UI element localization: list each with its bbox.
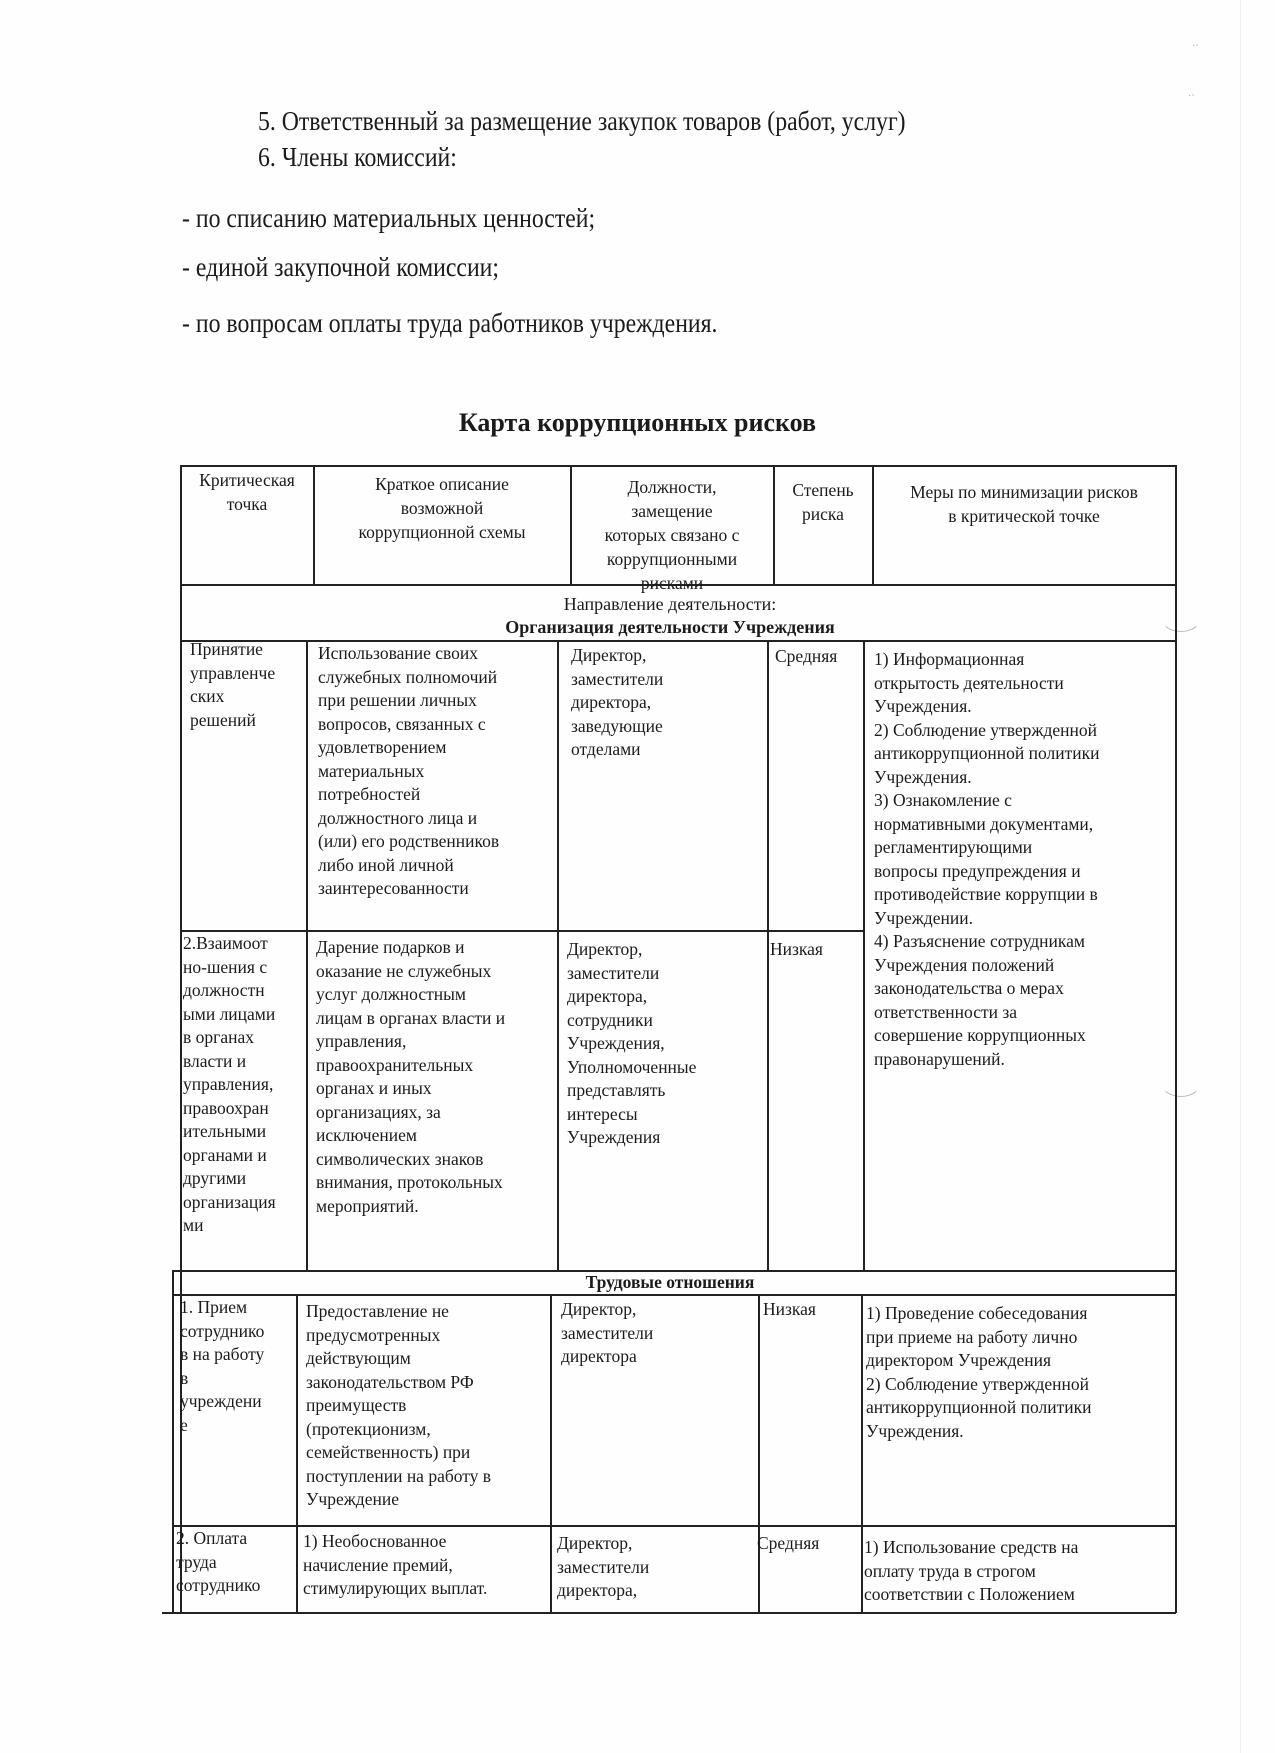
cell-text: 1) Использование средств на — [864, 1537, 1079, 1557]
section-title: Трудовые отношения — [585, 1272, 755, 1292]
shared-measures — [874, 648, 1174, 1071]
scan-mark: ˙ˋ — [1188, 94, 1195, 105]
table-border — [863, 640, 865, 1270]
cell-text: 1) Информационная — [874, 649, 1025, 669]
cell-text: правоохран — [183, 1097, 269, 1118]
row4-measures — [864, 1536, 1174, 1607]
cell-text: мероприятий. — [316, 1195, 419, 1216]
cell-text: е — [180, 1414, 188, 1435]
intro-item-6: 6. Члены комиссий: — [258, 142, 457, 172]
cell-text: оплату труда в строгом — [864, 1560, 1036, 1581]
cell-text: символических знаков — [316, 1148, 484, 1169]
cell-text: заместители — [571, 668, 664, 689]
cell-text: Учреждения. — [874, 766, 972, 787]
cell-text: труда — [176, 1551, 217, 1572]
cell-text: директора, — [557, 1580, 638, 1600]
table-border — [296, 1294, 298, 1613]
cell-text: 2.Взаимоот — [183, 933, 268, 953]
table-border — [1175, 465, 1177, 1613]
header-text: Критическая — [199, 470, 295, 490]
cell-text: антикоррупционной политики — [866, 1397, 1092, 1417]
cell-text: 2. Оплата — [176, 1528, 248, 1548]
cell-text: (или) его родственников — [318, 831, 500, 851]
cell-text: при приеме на работу лично — [866, 1326, 1078, 1347]
intro-item-5: 5. Ответственный за размещение закупок товаров (работ, услуг) — [258, 106, 906, 136]
row4-critical-point — [176, 1527, 294, 1598]
table-border — [557, 640, 559, 1270]
header-text: риска — [802, 504, 844, 524]
cell-text: управления, — [316, 1031, 407, 1051]
cell-text: ских — [190, 686, 225, 706]
table-border — [758, 1294, 760, 1613]
cell-text: внимания, протокольных — [316, 1172, 503, 1192]
cell-text: 4) Разъяснение сотрудникам — [874, 931, 1085, 951]
cell-text: преимуществ — [306, 1395, 407, 1415]
cell-text: органах и иных — [316, 1078, 432, 1098]
header-text: Степень — [792, 480, 854, 500]
cell-text: другими — [183, 1168, 247, 1188]
cell-text: ответственности за — [874, 1001, 1018, 1022]
cell-text: ми — [183, 1215, 204, 1235]
row4-positions — [557, 1532, 755, 1603]
header-positions — [572, 475, 772, 595]
cell-text: должностного лица и — [318, 807, 478, 828]
table-border — [172, 1270, 174, 1613]
cell-text: сотруднико — [176, 1575, 261, 1595]
cell-text: поступлении на работу в — [306, 1465, 492, 1486]
table-border — [861, 1294, 863, 1613]
cell-text: заместители — [557, 1556, 650, 1577]
cell-text: 3) Ознакомление с — [874, 790, 1012, 810]
cell-text: 1. Прием — [180, 1297, 248, 1317]
cell-text: управления, — [183, 1074, 274, 1094]
cell-text: при решении личных — [318, 690, 477, 710]
row3-risk-level: Низкая — [763, 1299, 816, 1319]
cell-text: органами и — [183, 1144, 267, 1165]
cell-text: сотрудники — [567, 1009, 653, 1030]
cell-text: регламентирующими — [874, 837, 1033, 857]
header-text: рисками — [640, 573, 704, 593]
cell-text: организация — [183, 1191, 276, 1212]
header-text: Должности, — [627, 477, 717, 497]
cell-text: лицам в органах власти и — [316, 1007, 506, 1028]
header-text: коррупционной схемы — [358, 522, 526, 542]
cell-text: но-шения с — [183, 956, 268, 977]
cell-text: услуг должностным — [316, 984, 466, 1004]
cell-text: вопросы предупреждения и — [874, 860, 1081, 881]
row4-scheme — [303, 1530, 548, 1601]
cell-text: правоохранительных — [316, 1054, 474, 1075]
row2-risk-level: Низкая — [770, 939, 823, 959]
cell-text: интересы — [567, 1103, 638, 1124]
cell-text: вопросов, связанных с — [318, 713, 486, 734]
cell-text: Дарение подарков и — [316, 937, 465, 957]
row1-critical-point — [190, 638, 305, 732]
table-border — [180, 465, 1176, 467]
table-border — [550, 1294, 552, 1613]
table-border — [767, 640, 769, 1270]
cell-text: действующим — [306, 1348, 411, 1368]
row1-scheme — [318, 642, 556, 901]
cell-text: законодательством РФ — [306, 1371, 474, 1392]
cell-text: совершение коррупционных — [874, 1025, 1086, 1045]
cell-text: должностн — [183, 980, 265, 1000]
cell-text: заинтересованности — [318, 878, 469, 898]
cell-text: Учреждения, — [567, 1033, 665, 1053]
cell-text: в на работу — [180, 1344, 265, 1364]
row2-scheme — [316, 936, 556, 1218]
cell-text: потребностей — [318, 784, 421, 804]
cell-text: заведующие — [571, 715, 663, 736]
table-border — [306, 640, 308, 1270]
cell-text: законодательства о мерах — [874, 978, 1064, 998]
cell-text: Принятие — [190, 639, 263, 659]
row4-risk-level: Средняя — [757, 1533, 820, 1553]
cell-text: представлять — [567, 1080, 666, 1100]
section-label: Направление деятельности: — [563, 594, 777, 614]
section-title: Организация деятельности Учреждения — [505, 617, 835, 637]
row3-positions — [561, 1298, 757, 1369]
cell-text: ительными — [183, 1121, 267, 1141]
table-border — [172, 1294, 1176, 1296]
header-text: замещение — [631, 501, 713, 521]
cell-text: заместители — [567, 962, 660, 983]
cell-text: отделами — [571, 739, 641, 759]
cell-text: семейственность) при — [306, 1442, 471, 1462]
cell-text: 2) Соблюдение утвержденной — [874, 719, 1097, 740]
cell-text: Использование своих — [318, 643, 479, 663]
cell-text: Директор, — [567, 939, 643, 959]
cell-text: 2) Соблюдение утвержденной — [866, 1373, 1089, 1394]
row3-critical-point — [180, 1296, 295, 1437]
row3-measures — [866, 1302, 1174, 1443]
cell-text: ыми лицами — [183, 1003, 276, 1024]
header-text: которых связано с — [604, 525, 740, 545]
scan-mark: ˙ˊ — [1192, 44, 1199, 55]
cell-text: Учреждения. — [874, 696, 972, 716]
intro-bullet: - по списанию материальных ценностей; — [182, 203, 596, 233]
cell-text: учреждени — [180, 1391, 262, 1411]
header-text: возможной — [400, 498, 484, 518]
cell-text: 1) Проведение собеседования — [866, 1303, 1088, 1323]
cell-text: Уполномоченные — [567, 1056, 697, 1077]
cell-text: служебных полномочий — [318, 666, 498, 687]
page-title: Карта коррупционных рисков — [458, 408, 817, 437]
header-critical-point — [182, 468, 312, 516]
cell-text: либо иной личной — [318, 854, 454, 875]
cell-text: сотруднико — [180, 1320, 265, 1341]
cell-text: открытость деятельности — [874, 672, 1064, 693]
header-measures — [874, 480, 1174, 528]
cell-text: (протекционизм, — [306, 1418, 431, 1439]
row3-scheme — [306, 1300, 549, 1512]
cell-text: исключением — [316, 1125, 417, 1145]
cell-text: Директор, — [557, 1533, 633, 1553]
cell-text: материальных — [318, 760, 425, 781]
cell-text: стимулирующих выплат. — [303, 1578, 488, 1598]
header-text: точка — [226, 494, 268, 514]
cell-text: Директор, — [571, 645, 647, 665]
cell-text: организациях, за — [316, 1101, 441, 1122]
cell-text: противодействие коррупции в — [874, 884, 1098, 904]
cell-text: директора, — [571, 692, 652, 712]
cell-text: Предоставление не — [306, 1301, 449, 1321]
cell-text: директором Учреждения — [866, 1350, 1052, 1370]
cell-text: Учреждении. — [874, 907, 973, 928]
intro-bullet: - единой закупочной комиссии; — [182, 252, 499, 282]
cell-text: Учреждения. — [866, 1420, 964, 1441]
cell-text: решений — [190, 709, 256, 730]
cell-text: директора, — [567, 986, 648, 1006]
cell-text: оказание не служебных — [316, 960, 492, 981]
table-border — [172, 1525, 1176, 1527]
header-text: Меры по минимизации рисков — [910, 482, 1138, 502]
row1-risk-level: Средняя — [775, 646, 838, 666]
cell-text: нормативными документами, — [874, 813, 1094, 834]
cell-text: начисление премий, — [303, 1554, 453, 1575]
header-risk — [774, 478, 872, 526]
cell-text: Учреждения положений — [874, 954, 1055, 975]
cell-text: Директор, — [561, 1299, 637, 1319]
cell-text: в органах — [183, 1027, 254, 1047]
cell-text: Учреждение — [306, 1489, 399, 1509]
scan-edge — [1240, 0, 1241, 1753]
cell-text: соответствии с Положением — [864, 1584, 1075, 1604]
cell-text: власти и — [183, 1050, 247, 1071]
header-text: коррупционными — [606, 549, 738, 569]
row2-critical-point — [183, 932, 305, 1238]
cell-text: директора — [561, 1346, 637, 1366]
cell-text: предусмотренных — [306, 1324, 441, 1345]
cell-text: правонарушений. — [874, 1048, 1005, 1069]
cell-text: 1) Необоснованное — [303, 1531, 447, 1551]
row1-positions — [571, 644, 766, 762]
header-scheme — [315, 472, 569, 544]
header-text: в критической точке — [948, 506, 1100, 526]
table-border — [162, 1612, 1176, 1614]
cell-text: антикоррупционной политики — [874, 743, 1100, 763]
cell-text: удовлетворением — [318, 737, 447, 757]
intro-bullet: - по вопросам оплаты труда работников учреждения. — [182, 308, 718, 338]
header-text: Краткое описание — [375, 474, 509, 494]
cell-text: заместители — [561, 1322, 654, 1343]
cell-text: управленче — [190, 662, 276, 683]
row2-positions — [567, 938, 765, 1150]
cell-text: Учреждения — [567, 1127, 661, 1147]
cell-text: в — [180, 1367, 189, 1388]
